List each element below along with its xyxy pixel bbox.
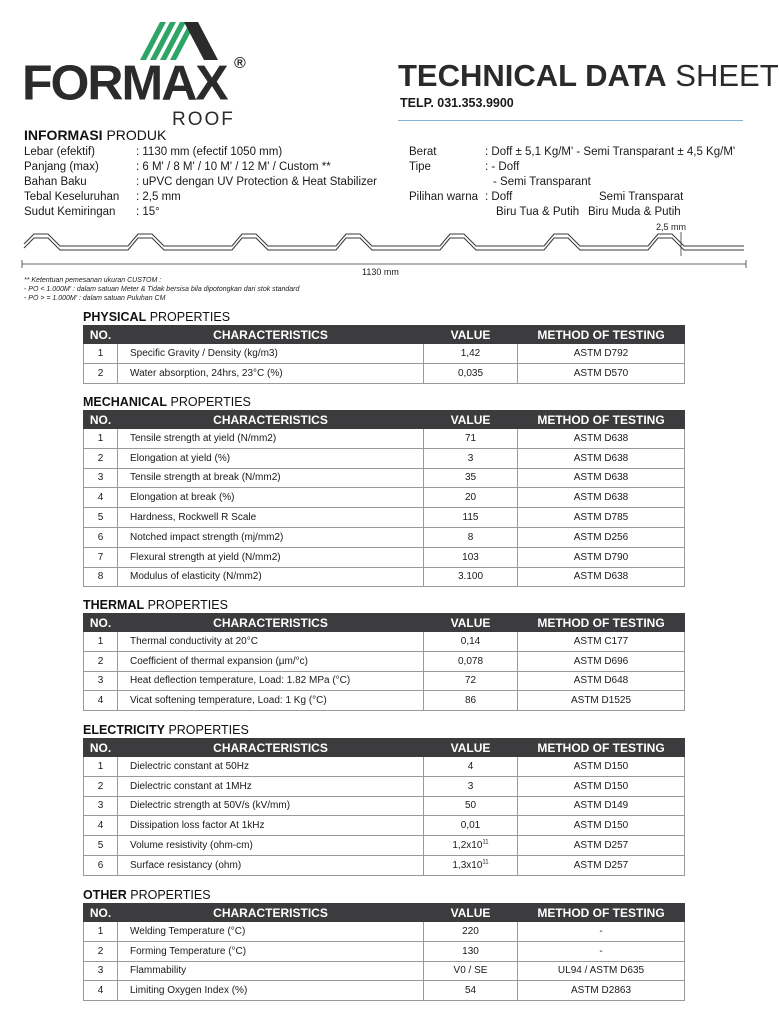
row-characteristic: Vicat softening temperature, Load: 1 Kg (°C) — [118, 691, 424, 711]
row-characteristic: Flammability — [118, 961, 424, 981]
row-value — [424, 776, 518, 796]
row-value-text: 0,01 — [460, 820, 481, 832]
table-row — [84, 567, 685, 587]
table-header-row — [84, 411, 685, 429]
row-characteristic: Dielectric constant at 1MHz — [118, 776, 424, 796]
header-value: VALUE — [424, 326, 518, 344]
header-characteristics: CHARACTERISTICS — [118, 411, 424, 429]
row-number: 6 — [84, 527, 118, 547]
info-label: Tebal Keseluruhan — [24, 191, 120, 203]
info-row-bahan — [24, 175, 377, 190]
table-row — [84, 363, 685, 383]
info-row-berat — [409, 145, 735, 160]
row-method: ASTM D638 — [518, 429, 685, 449]
table-header-row — [84, 614, 685, 632]
header-method: METHOD OF TESTING — [518, 614, 685, 632]
row-value-text: 3 — [467, 780, 474, 792]
info-row-lebar — [24, 145, 377, 160]
info-row-panjang — [24, 160, 377, 175]
row-method: ASTM D149 — [518, 796, 685, 816]
row-characteristic: Hardness, Rockwell R Scale — [118, 508, 424, 528]
row-characteristic: Thermal conductivity at 20°C — [118, 632, 424, 652]
row-value — [424, 632, 518, 652]
note-line: ** Ketentuan pemesanan ukuran CUSTOM : — [24, 277, 162, 284]
row-value-text: 103 — [462, 551, 479, 563]
row-number: 2 — [84, 941, 118, 961]
row-value-exponent: 11 — [482, 839, 489, 846]
row-number: 1 — [84, 429, 118, 449]
row-value — [424, 941, 518, 961]
row-value-text: 86 — [464, 695, 477, 707]
row-value — [424, 796, 518, 816]
row-method: ASTM D648 — [518, 671, 685, 691]
table-row — [84, 816, 685, 836]
table-row — [84, 776, 685, 796]
row-value — [424, 651, 518, 671]
section-title: OTHER PROPERTIES — [83, 888, 211, 902]
row-characteristic: Water absorption, 24hrs, 23°C (%) — [118, 363, 424, 383]
row-characteristic: Notched impact strength (mj/mm2) — [118, 527, 424, 547]
header-value: VALUE — [424, 411, 518, 429]
registered-mark: ® — [234, 55, 246, 72]
row-characteristic: Dissipation loss factor At 1kHz — [118, 816, 424, 836]
row-number: 2 — [84, 776, 118, 796]
profile-outline — [24, 234, 744, 250]
row-value — [424, 961, 518, 981]
header-characteristics: CHARACTERISTICS — [118, 739, 424, 757]
row-value-text: 1,2x10 — [452, 840, 483, 852]
row-method: ASTM D1525 — [518, 691, 685, 711]
header-method: METHOD OF TESTING — [518, 326, 685, 344]
row-characteristic: Limiting Oxygen Index (%) — [118, 981, 424, 1001]
row-value-text: 71 — [464, 432, 477, 444]
row-method: ASTM D638 — [518, 567, 685, 587]
phone-number: TELP. 031.353.9900 — [400, 96, 514, 110]
row-method: ASTM D150 — [518, 816, 685, 836]
header-method: METHOD OF TESTING — [518, 411, 685, 429]
row-characteristic: Flexural strength at yield (N/mm2) — [118, 547, 424, 567]
table-row — [84, 855, 685, 875]
table-header-row — [84, 739, 685, 757]
info-heading-bold: INFORMASI — [24, 127, 103, 143]
header-no: NO. — [84, 614, 118, 632]
row-number: 2 — [84, 651, 118, 671]
info-row-warna-2 — [409, 205, 735, 220]
row-characteristic: Specific Gravity / Density (kg/m3) — [118, 344, 424, 364]
row-value — [424, 691, 518, 711]
row-characteristic: Dielectric constant at 50Hz — [118, 757, 424, 777]
section-title: ELECTRICITY PROPERTIES — [83, 723, 249, 737]
row-value — [424, 429, 518, 449]
physical-properties-section — [83, 309, 684, 384]
row-characteristic: Tensile strength at break (N/mm2) — [118, 468, 424, 488]
row-characteristic: Welding Temperature (°C) — [118, 922, 424, 942]
info-value: : 1130 mm (efectif 1050 mm) — [136, 146, 283, 158]
table-row — [84, 468, 685, 488]
row-method: ASTM D257 — [518, 855, 685, 875]
table-header-row — [84, 904, 685, 922]
header-characteristics: CHARACTERISTICS — [118, 326, 424, 344]
header-no: NO. — [84, 326, 118, 344]
table-row — [84, 508, 685, 528]
row-value — [424, 855, 518, 875]
row-value — [424, 488, 518, 508]
row-value — [424, 547, 518, 567]
other-properties-table — [83, 903, 685, 1001]
info-label: Tipe — [409, 161, 431, 173]
row-value-text: 8 — [467, 531, 474, 543]
header-no: NO. — [84, 411, 118, 429]
row-number: 1 — [84, 632, 118, 652]
note-line: - PO > = 1.000M' : dalam satuan Puluhan CM — [24, 295, 166, 302]
table-row — [84, 981, 685, 1001]
thermal-properties-table — [83, 613, 685, 711]
info-value: : - Doff — [485, 161, 520, 173]
header-method: METHOD OF TESTING — [518, 904, 685, 922]
row-value-text: 72 — [464, 675, 477, 687]
row-value-text: 0,14 — [460, 635, 481, 647]
info-row-warna — [409, 190, 735, 205]
row-method: - — [518, 941, 685, 961]
row-value — [424, 363, 518, 383]
row-method: ASTM D257 — [518, 836, 685, 856]
colour-doff-options: Biru Tua & Putih — [496, 206, 580, 218]
row-characteristic: Coefficient of thermal expansion (µm/°c) — [118, 651, 424, 671]
header-no: NO. — [84, 904, 118, 922]
header-characteristics: CHARACTERISTICS — [118, 904, 424, 922]
row-number: 6 — [84, 855, 118, 875]
table-row — [84, 344, 685, 364]
info-row-tipe-2 — [409, 175, 735, 190]
row-method: ASTM D638 — [518, 468, 685, 488]
row-value-exponent: 11 — [482, 859, 489, 866]
table-row — [84, 757, 685, 777]
brand-logo — [22, 18, 252, 130]
row-method: ASTM D785 — [518, 508, 685, 528]
other-properties-section — [83, 887, 684, 1001]
row-method: UL94 / ASTM D635 — [518, 961, 685, 981]
colour-semi-options: Biru Muda & Putih — [588, 206, 681, 218]
row-number: 5 — [84, 508, 118, 528]
section-title: MECHANICAL PROPERTIES — [83, 395, 251, 409]
header-no: NO. — [84, 739, 118, 757]
electricity-properties-section — [83, 722, 684, 876]
colour-semi: Semi Transparat — [599, 191, 684, 203]
info-row-tebal — [24, 190, 377, 205]
row-value-text: V0 / SE — [453, 965, 488, 977]
row-value-text: 0,035 — [457, 367, 484, 379]
custom-order-notes — [24, 276, 299, 303]
row-value — [424, 567, 518, 587]
info-value: : 15° — [136, 206, 160, 218]
table-row — [84, 527, 685, 547]
info-label: Sudut Kemiringan — [24, 206, 116, 218]
info-row-tipe — [409, 160, 735, 175]
row-value — [424, 671, 518, 691]
document-title-bold: TECHNICAL DATA — [398, 58, 667, 93]
row-number: 2 — [84, 363, 118, 383]
header-characteristics: CHARACTERISTICS — [118, 614, 424, 632]
section-title: THERMAL PROPERTIES — [83, 598, 228, 612]
row-value — [424, 344, 518, 364]
table-row — [84, 836, 685, 856]
info-label: Pilihan warna — [409, 191, 479, 203]
row-value-text: 20 — [464, 492, 477, 504]
header-value: VALUE — [424, 614, 518, 632]
row-value-text: 35 — [464, 472, 477, 484]
table-row — [84, 961, 685, 981]
row-value — [424, 757, 518, 777]
row-number: 3 — [84, 671, 118, 691]
table-row — [84, 796, 685, 816]
row-method: ASTM C177 — [518, 632, 685, 652]
row-number: 1 — [84, 344, 118, 364]
row-method: ASTM D2863 — [518, 981, 685, 1001]
info-heading-light: PRODUK — [106, 127, 167, 143]
mechanical-properties-section — [83, 394, 684, 587]
document-title — [398, 58, 779, 94]
row-value — [424, 527, 518, 547]
mechanical-properties-table — [83, 410, 685, 587]
row-characteristic: Heat deflection temperature, Load: 1.82 MPa (°C) — [118, 671, 424, 691]
table-row — [84, 651, 685, 671]
width-dimension-label: 1130 mm — [362, 267, 399, 277]
row-value-text: 3.100 — [457, 571, 484, 583]
colour-doff: : Doff — [485, 191, 513, 203]
row-value — [424, 448, 518, 468]
row-value-text: 130 — [462, 945, 479, 957]
table-row — [84, 922, 685, 942]
table-row — [84, 488, 685, 508]
row-value-text: 1,42 — [460, 347, 481, 359]
title-divider — [398, 120, 743, 121]
info-value: : Doff ± 5,1 Kg/M' - Semi Transparant ± 4,5 Kg/M' — [485, 146, 736, 158]
row-number: 4 — [84, 981, 118, 1001]
row-number: 3 — [84, 961, 118, 981]
table-row — [84, 448, 685, 468]
row-number: 4 — [84, 816, 118, 836]
row-method: ASTM D638 — [518, 488, 685, 508]
info-row-sudut — [24, 205, 377, 220]
row-value-text: 220 — [462, 925, 479, 937]
row-value-text: 0,078 — [457, 655, 484, 667]
row-value — [424, 922, 518, 942]
row-value-text: 50 — [464, 800, 477, 812]
info-value: : 6 M' / 8 M' / 10 M' / 12 M' / Custom ** — [136, 161, 331, 173]
row-method: ASTM D256 — [518, 527, 685, 547]
row-number: 4 — [84, 691, 118, 711]
table-row — [84, 941, 685, 961]
info-label: Panjang (max) — [24, 161, 99, 173]
thickness-dimension-label: 2,5 mm — [656, 222, 687, 232]
row-characteristic: Forming Temperature (°C) — [118, 941, 424, 961]
physical-properties-table — [83, 325, 685, 384]
table-row — [84, 632, 685, 652]
row-value — [424, 508, 518, 528]
row-number: 8 — [84, 567, 118, 587]
row-method: ASTM D150 — [518, 776, 685, 796]
note-line: - PO < 1.000M' : dalam satuan Meter & Tidak bersisa bila dipotongkan dari stok standard — [24, 286, 300, 293]
brand-name: FORMAX — [22, 55, 227, 111]
row-value-text: 3 — [467, 452, 474, 464]
row-method: ASTM D696 — [518, 651, 685, 671]
row-method: - — [518, 922, 685, 942]
row-characteristic: Elongation at break (%) — [118, 488, 424, 508]
info-label: Berat — [409, 146, 437, 158]
info-value: - Semi Transparant — [493, 176, 591, 188]
row-method: ASTM D570 — [518, 363, 685, 383]
table-row — [84, 429, 685, 449]
header-value: VALUE — [424, 904, 518, 922]
roof-logo-icon — [140, 20, 250, 60]
section-title: PHYSICAL PROPERTIES — [83, 310, 231, 324]
row-number: 3 — [84, 796, 118, 816]
electricity-properties-table — [83, 738, 685, 876]
row-characteristic: Volume resistivity (ohm-cm) — [118, 836, 424, 856]
brand-sub: ROOF — [172, 109, 235, 130]
info-left-column — [24, 145, 377, 220]
info-right-column — [409, 145, 735, 220]
row-method: ASTM D150 — [518, 757, 685, 777]
row-characteristic: Elongation at yield (%) — [118, 448, 424, 468]
table-row — [84, 691, 685, 711]
header-value: VALUE — [424, 739, 518, 757]
row-number: 1 — [84, 922, 118, 942]
table-row — [84, 547, 685, 567]
row-value — [424, 836, 518, 856]
info-value: : uPVC dengan UV Protection & Heat Stabilizer — [136, 176, 377, 188]
row-value — [424, 468, 518, 488]
row-characteristic: Dielectric strength at 50V/s (kV/mm) — [118, 796, 424, 816]
row-number: 4 — [84, 488, 118, 508]
row-method: ASTM D790 — [518, 547, 685, 567]
table-header-row — [84, 326, 685, 344]
row-number: 5 — [84, 836, 118, 856]
table-row — [84, 671, 685, 691]
thermal-properties-section — [83, 597, 684, 711]
info-heading — [24, 127, 166, 143]
row-value-text: 1,3x10 — [452, 859, 483, 871]
row-value — [424, 816, 518, 836]
info-label: Bahan Baku — [24, 176, 87, 188]
row-characteristic: Modulus of elasticity (N/mm2) — [118, 567, 424, 587]
row-method: ASTM D792 — [518, 344, 685, 364]
row-characteristic: Tensile strength at yield (N/mm2) — [118, 429, 424, 449]
row-number: 2 — [84, 448, 118, 468]
row-method: ASTM D638 — [518, 448, 685, 468]
row-value-text: 115 — [462, 512, 479, 524]
header-method: METHOD OF TESTING — [518, 739, 685, 757]
row-number: 7 — [84, 547, 118, 567]
info-value: : 2,5 mm — [136, 191, 181, 203]
row-value-text: 54 — [464, 985, 477, 997]
row-value — [424, 981, 518, 1001]
info-label: Lebar (efektif) — [24, 146, 95, 158]
document-title-light: SHEET — [675, 58, 779, 93]
row-number: 3 — [84, 468, 118, 488]
row-number: 1 — [84, 757, 118, 777]
row-characteristic: Surface resistancy (ohm) — [118, 855, 424, 875]
row-value-text: 4 — [467, 760, 474, 772]
